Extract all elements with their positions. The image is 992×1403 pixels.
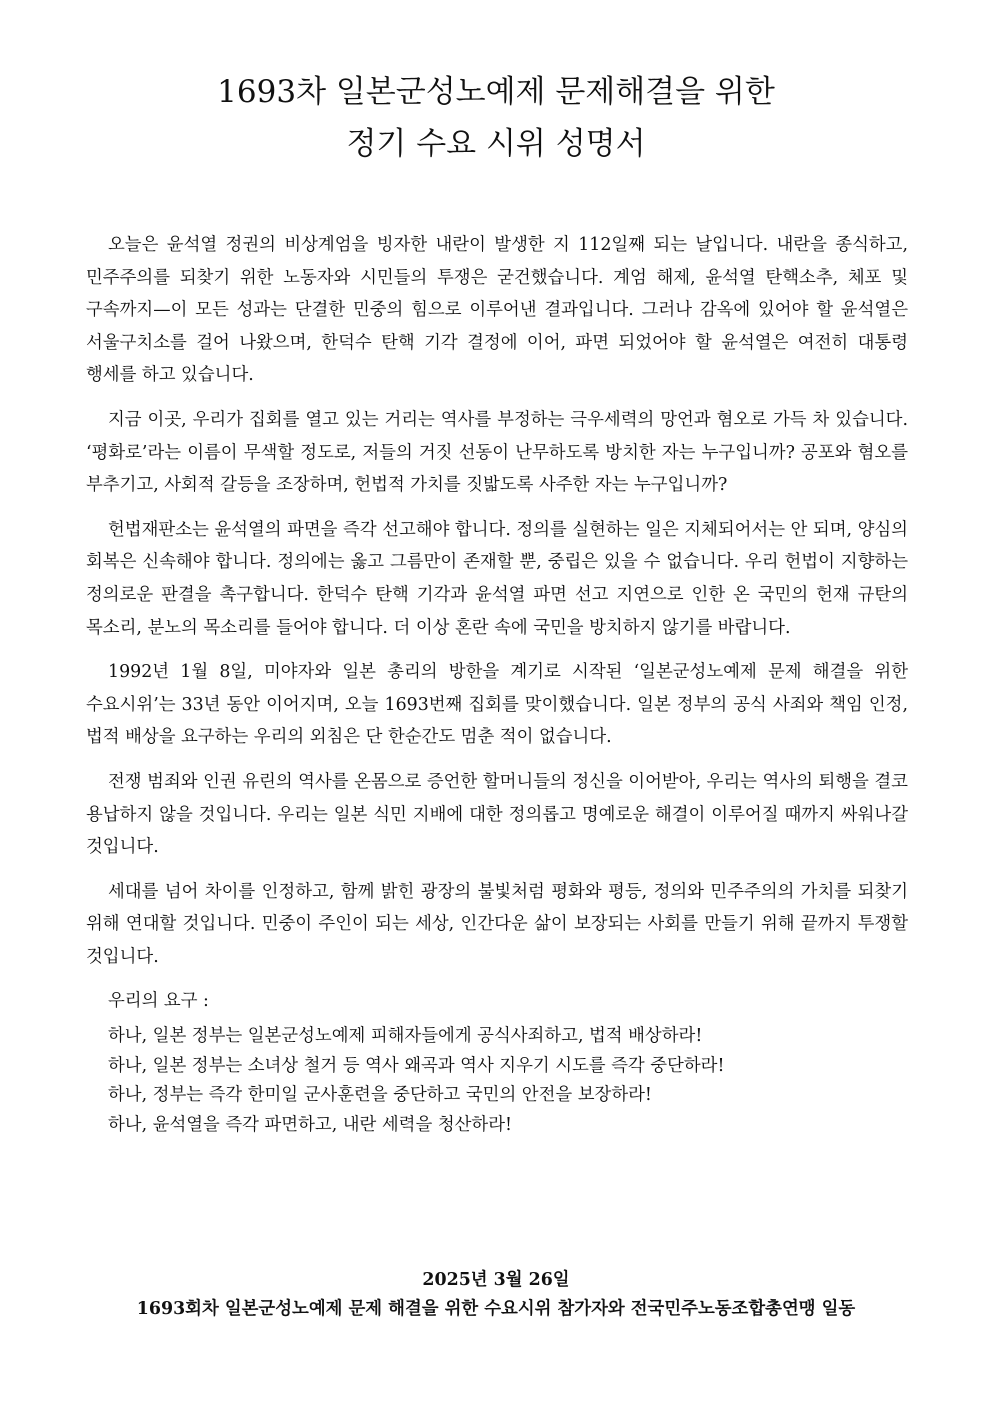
statement-body [86, 229, 908, 1140]
demands-list [86, 1022, 908, 1140]
paragraph: 지금 이곳, 우리가 집회를 열고 있는 거리는 역사를 부정하는 극우세력의 망언과 혐오로 가득 차 있습니다. ‘평화로’라는 이름이 무색할 정도로, 저들의 거짓 선동이 난무하도록 방치한 자는 누구입니까? 공포와 혐오를 부추기고, 사회적 갈등을 조장하며, 헌법적 가치를 짓밟도록 사주한 자는 누구입니까? [86, 409, 908, 496]
title-line-1: 1693차 일본군성노예제 문제해결을 위한 [217, 74, 775, 110]
demand-item: 하나, 일본 정부는 소녀상 철거 등 역사 왜곡과 역사 지우기 시도를 즉각 중단하라! [108, 1055, 725, 1076]
demands-heading: 우리의 요구 : [108, 991, 209, 1012]
demand-item: 하나, 일본 정부는 일본군성노예제 피해자들에게 공식사죄하고, 법적 배상하라! [108, 1026, 703, 1047]
paragraph: 1992년 1월 8일, 미야자와 일본 총리의 방한을 계기로 시작된 ‘일본군성노예제 문제 해결을 위한 수요시위’는 33년 동안 이어지며, 오늘 1693번째 집회를 맞이했습니다. 일본 정부의 공식 사죄와 책임 인정, 법적 배상을 요구하는 우리의 외침은 단 한순간도 멈춘 적이 없습니다. [86, 662, 908, 748]
title-line-2: 정기 수요 시위 성명서 [346, 126, 646, 162]
demand-item: 하나, 정부는 즉각 한미일 군사훈련을 중단하고 국민의 안전을 보장하라! [108, 1085, 652, 1106]
paragraph: 세대를 넘어 차이를 인정하고, 함께 밝힌 광장의 불빛처럼 평화와 평등, 정의와 민주주의의 가치를 되찾기 위해 연대할 것입니다. 민중이 주인이 되는 세상, 인간다운 삶이 보장되는 사회를 만들기 위해 끝까지 투쟁할 것입니다. [86, 881, 908, 967]
paragraph: 오늘은 윤석열 정권의 비상계엄을 빙자한 내란이 발생한 지 112일째 되는 날입니다. 내란을 종식하고, 민주주의를 되찾기 위한 노동자와 시민들의 투쟁은 굳건했습니다. 계엄 해제, 윤석열 탄핵소추, 체포 및 구속까지—이 모든 성과는 단결한 민중의 힘으로 이루어낸 결과입니다. 그러나 감옥에 있어야 할 윤석열은 서울구치소를 걸어 나왔으며, 한덕수 탄핵 기각 결정에 이어, 파면 되었어야 할 윤석열은 여전히 대통령 행세를 하고 있습니다. [86, 235, 908, 386]
paragraph: 헌법재판소는 윤석열의 파면을 즉각 선고해야 합니다. 정의를 실현하는 일은 지체되어서는 안 되며, 양심의 회복은 신속해야 합니다. 정의에는 옳고 그름만이 존재할 뿐, 중립은 있을 수 없습니다. 우리 헌법이 지향하는 정의로운 판결을 촉구합니다. 한덕수 탄핵 기각과 윤석열 파면 선고 지연으로 인한 온 국민의 헌재 규탄의 목소리, 분노의 목소리를 들어야 합니다. 더 이상 혼란 속에 국민을 방치하지 않기를 바랍니다. [86, 519, 908, 638]
demand-item: 하나, 윤석열을 즉각 파면하고, 내란 세력을 청산하라! [108, 1114, 513, 1135]
statement-signer: 1693회차 일본군성노예제 문제 해결을 위한 수요시위 참가자와 전국민주노동조합총연맹 일동 [136, 1299, 856, 1319]
statement-date: 2025년 3월 26일 [422, 1270, 570, 1290]
paragraph: 전쟁 범죄와 인권 유린의 역사를 온몸으로 증언한 할머니들의 정신을 이어받아, 우리는 역사의 퇴행을 결코 용납하지 않을 것입니다. 우리는 일본 식민 지배에 대한 정의롭고 명예로운 해결이 이루어질 때까지 싸워나갈 것입니다. [86, 771, 908, 858]
